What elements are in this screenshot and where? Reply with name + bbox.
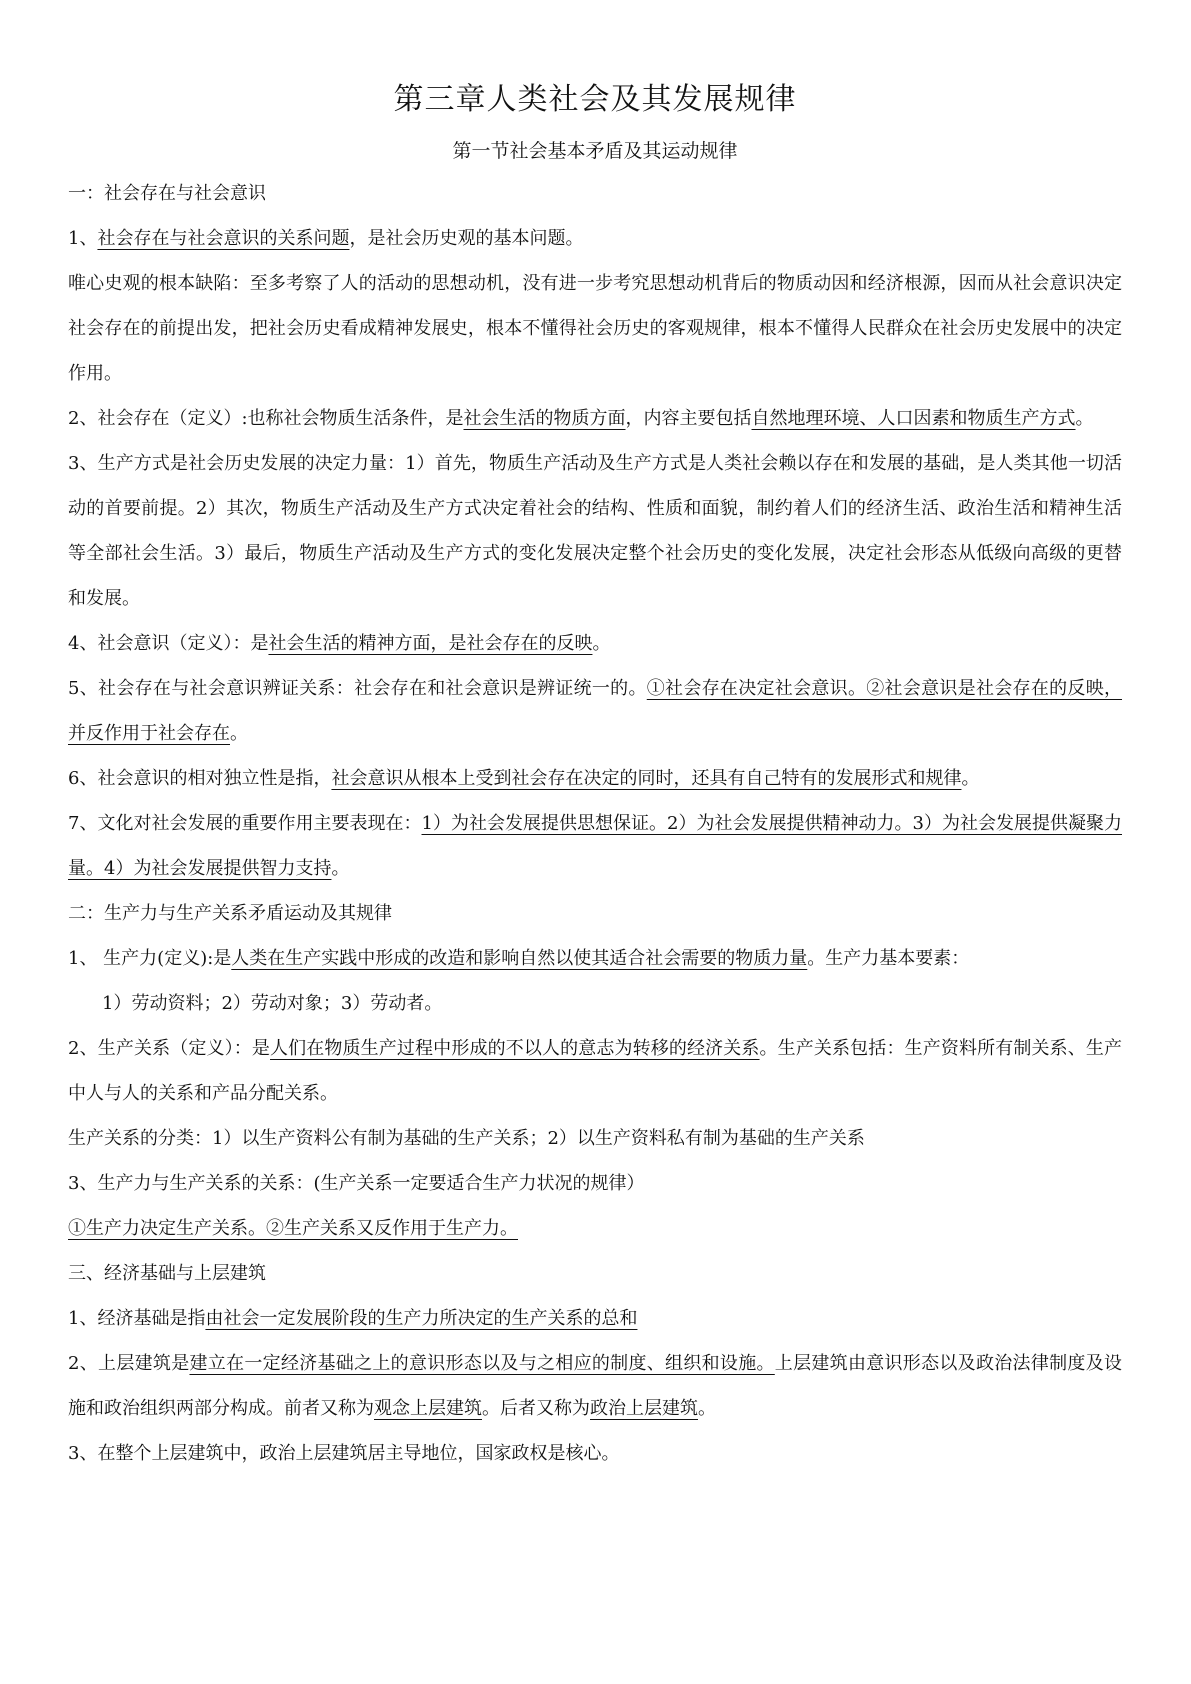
paragraph (68, 1116, 1122, 1161)
text-run: 上层建筑由意识形态以及政治法律制度及设施和政治组织两部分构成。前者又称为 (68, 1353, 1123, 1419)
paragraph (68, 666, 1122, 756)
underlined-text: 观念上层建筑 (374, 1398, 482, 1419)
text-run: 。 (230, 723, 248, 744)
paragraph (68, 801, 1122, 891)
underlined-text: 人们在物质生产过程中形成的不以人的意志为转移的经济关系 (270, 1038, 760, 1059)
paragraph (68, 936, 1122, 981)
underlined-text: 社会存在与社会意识的关系问题 (97, 228, 350, 249)
text-run: 。 (592, 633, 611, 654)
paragraph (68, 216, 1122, 261)
text-run: 2、生产关系（定义）：是 (68, 1038, 271, 1059)
paragraph (68, 261, 1122, 396)
text-run: 。 (961, 768, 980, 789)
underlined-text: 社会生活的精神方面，是社会存在的反映 (268, 633, 593, 654)
paragraph (68, 981, 1122, 1026)
text-run: 生产关系的分类：1）以生产资料公有制为基础的生产关系；2）以生产资料私有制为基础的生产关系 (68, 1128, 865, 1149)
paragraph (68, 441, 1122, 621)
text-run: 3、生产方式是社会历史发展的决定力量：1）首先，物质生产活动及生产方式是人类社会赖以存在和发展的基础，是人类其他一切活动的首要前提。2）其次，物质生产活动及生产方式决定着社会的结构、性质和面貌，制约着人们的经济生活、政治生活和精神生活等全部社会生活。3）最后，物质生产活动及生产方式的变化发展决定整个社会历史的变化发展，决定社会形态从低级向高级的更替和发展。 (68, 453, 1122, 609)
text-run: 二：生产力与生产关系矛盾运动及其规律 (68, 903, 392, 924)
text-run: 2、上层建筑是 (68, 1353, 190, 1374)
underlined-text: 1）为社会发展提供思想保证。2）为社会发展提供精神动力。3）为社会发展提供凝聚力量。4）为社会发展提供智力支持 (68, 813, 1122, 879)
text-run: 1、 (68, 228, 98, 249)
text-run: 。 (1075, 408, 1094, 429)
text-run: 1、 生产力(定义):是 (68, 948, 232, 969)
text-run: 唯心史观的根本缺陷：至多考察了人的活动的思想动机，没有进一步考究思想动机背后的物质动因和经济根源，因而从社会意识决定社会存在的前提出发，把社会历史看成精神发展史，根本不懂得社会历史的客观规律，根本不懂得人民群众在社会历史发展中的决定作用。 (68, 273, 1122, 384)
underlined-text: 社会意识从根本上受到社会存在决定的同时，还具有自己特有的发展形式和规律 (331, 768, 962, 789)
paragraph (68, 756, 1122, 801)
text-run: ，是社会历史观的基本问题。 (349, 228, 584, 249)
paragraph (68, 1296, 1122, 1341)
underlined-text: 社会生活的物质方面 (463, 408, 626, 429)
text-run: 7、文化对社会发展的重要作用主要表现在： (68, 813, 422, 834)
text-run: 。 (331, 858, 350, 879)
paragraph (68, 1251, 1122, 1296)
underlined-text: ①社会存在决定社会意识。②社会意识是社会存在的反映，并反作用于社会存在 (68, 678, 1123, 744)
underlined-text: 由社会一定发展阶段的生产力所决定的生产关系的总和 (205, 1308, 638, 1329)
paragraph (68, 1206, 1122, 1251)
paragraph (68, 1431, 1122, 1476)
text-run: 1、经济基础是指 (68, 1308, 206, 1329)
underlined-text: 自然地理环境、人口因素和物质生产方式 (751, 408, 1076, 429)
paragraph (68, 621, 1122, 666)
paragraph (68, 1026, 1122, 1116)
paragraph (68, 891, 1122, 936)
paragraph (68, 1161, 1122, 1206)
underlined-text: 人类在生产实践中形成的改造和影响自然以使其适合社会需要的物质力量 (231, 948, 808, 969)
text-run: 2、社会存在（定义）:也称社会物质生活条件，是 (68, 408, 464, 429)
text-run: 。生产关系包括：生产资料所有制关系、生产中人与人的关系和产品分配关系。 (68, 1038, 1123, 1104)
text-run: 6、社会意识的相对独立性是指， (68, 768, 332, 789)
text-run: 3、生产力与生产关系的关系：(生产关系一定要适合生产力状况的规律） (68, 1173, 645, 1194)
paragraph (68, 1341, 1122, 1431)
paragraph (68, 171, 1122, 216)
document-body (68, 171, 1122, 1476)
text-run: 。 (698, 1398, 716, 1419)
section-title: 第一节社会基本矛盾及其运动规律 (452, 140, 738, 162)
text-run: 三、经济基础与上层建筑 (68, 1263, 266, 1284)
text-run: 。后者又称为 (482, 1398, 590, 1419)
text-run: ，内容主要包括 (625, 408, 752, 429)
text-run: 4、社会意识（定义）：是 (68, 633, 269, 654)
text-run: 3、在整个上层建筑中，政治上层建筑居主导地位，国家政权是核心。 (68, 1443, 620, 1464)
underlined-text: 建立在一定经济基础之上的意识形态以及与之相应的制度、组织和设施。 (189, 1353, 775, 1374)
text-run: 1）劳动资料；2）劳动对象；3）劳动者。 (102, 993, 443, 1014)
document-page (68, 80, 1122, 1476)
text-run: 。生产力基本要素： (807, 948, 970, 969)
text-run: 5、社会存在与社会意识辨证关系：社会存在和社会意识是辨证统一的。 (68, 678, 647, 699)
underlined-text: ①生产力决定生产关系。②生产关系又反作用于生产力。 (68, 1218, 518, 1239)
paragraph (68, 396, 1122, 441)
text-run: 一：社会存在与社会意识 (68, 183, 266, 204)
underlined-text: 政治上层建筑 (590, 1398, 698, 1419)
chapter-title: 第三章人类社会及其发展规律 (393, 82, 797, 117)
